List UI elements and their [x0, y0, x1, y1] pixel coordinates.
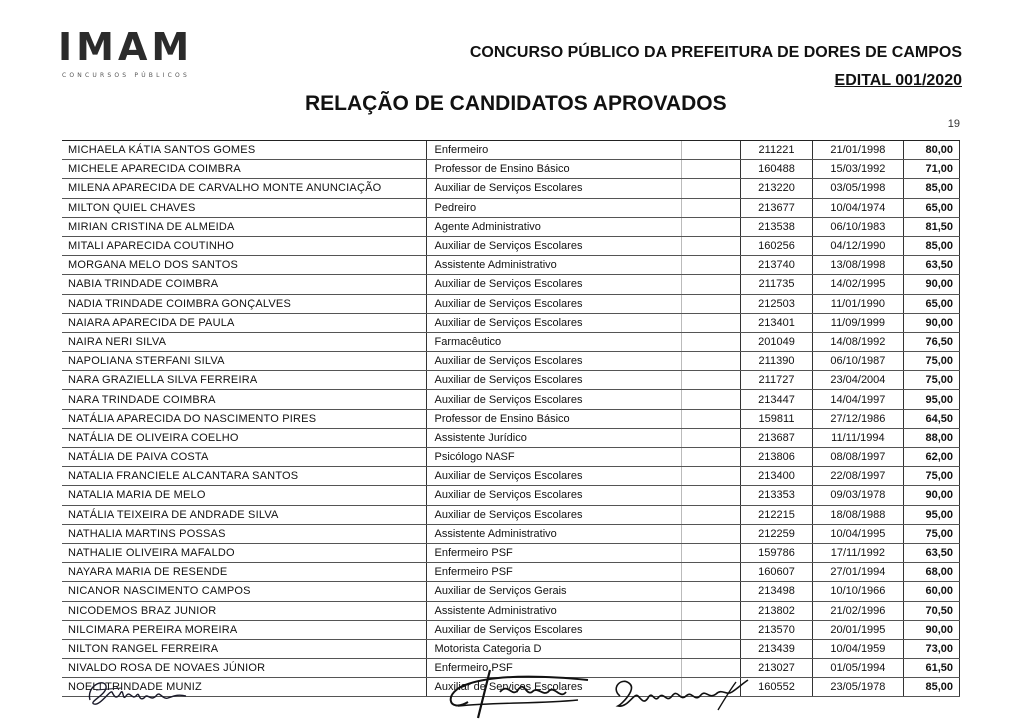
- candidate-name: NATÁLIA DE PAIVA COSTA: [68, 451, 209, 464]
- table-row: [62, 429, 960, 448]
- empty-cell: [681, 141, 740, 159]
- empty-cell: [681, 486, 740, 504]
- table-row: [62, 199, 960, 218]
- table-row: [62, 544, 960, 563]
- candidate-role: Assistente Jurídico: [426, 429, 682, 447]
- candidate-inscription: 160488: [740, 160, 812, 178]
- candidate-score: 65,00: [903, 199, 960, 217]
- candidate-role: Motorista Categoria D: [426, 640, 682, 658]
- candidate-birth-date: 20/01/1995: [812, 621, 903, 639]
- table-row: [62, 390, 960, 409]
- candidate-inscription: 213806: [740, 448, 812, 466]
- table-row: [62, 333, 960, 352]
- candidate-birth-date: 04/12/1990: [812, 237, 903, 255]
- candidate-name: MICHAELA KÁTIA SANTOS GOMES: [68, 144, 256, 157]
- table-row: [62, 352, 960, 371]
- candidate-birth-date: 06/10/1987: [812, 352, 903, 370]
- candidate-name: NATALIA FRANCIELE ALCANTARA SANTOS: [68, 470, 299, 483]
- candidate-inscription: 211390: [740, 352, 812, 370]
- candidate-birth-date: 08/08/1997: [812, 448, 903, 466]
- candidate-score: 73,00: [903, 640, 960, 658]
- candidate-score: 60,00: [903, 582, 960, 600]
- table-row: [62, 275, 960, 294]
- candidate-name: NICODEMOS BRAZ JUNIOR: [68, 604, 217, 617]
- empty-cell: [681, 333, 740, 351]
- candidate-score: 81,50: [903, 218, 960, 236]
- candidate-name: NATÁLIA APARECIDA DO NASCIMENTO PIRES: [68, 412, 317, 425]
- candidate-role: Psicólogo NASF: [426, 448, 682, 466]
- candidate-role: Assistente Administrativo: [426, 525, 682, 543]
- candidate-role: Auxiliar de Serviços Escolares: [426, 621, 682, 639]
- candidate-name: NILTON RANGEL FERREIRA: [68, 642, 219, 655]
- candidate-inscription: 213538: [740, 218, 812, 236]
- candidate-birth-date: 14/02/1995: [812, 275, 903, 293]
- empty-cell: [681, 429, 740, 447]
- candidate-birth-date: 23/04/2004: [812, 371, 903, 389]
- candidate-birth-date: 03/05/1998: [812, 179, 903, 197]
- candidate-score: 76,50: [903, 333, 960, 351]
- candidate-birth-date: 10/10/1966: [812, 582, 903, 600]
- empty-cell: [681, 506, 740, 524]
- candidate-name: MORGANA MELO DOS SANTOS: [68, 259, 239, 272]
- candidate-name: NICANOR NASCIMENTO CAMPOS: [68, 585, 251, 598]
- candidate-inscription: 159811: [740, 410, 812, 428]
- candidate-inscription: 213027: [740, 659, 812, 677]
- candidate-inscription: 213677: [740, 199, 812, 217]
- signature-1: [82, 672, 202, 712]
- candidate-role: Enfermeiro PSF: [426, 563, 682, 581]
- table-row: [62, 486, 960, 505]
- empty-cell: [681, 544, 740, 562]
- candidate-role: Auxiliar de Serviços Escolares: [426, 237, 682, 255]
- empty-cell: [681, 563, 740, 581]
- candidate-score: 75,00: [903, 525, 960, 543]
- page-number: 19: [947, 118, 960, 130]
- candidate-score: 71,00: [903, 160, 960, 178]
- candidate-score: 75,00: [903, 467, 960, 485]
- logo-subtext: CONCURSOS PÚBLICOS: [62, 72, 190, 79]
- table-row: [62, 602, 960, 621]
- candidate-role: Enfermeiro PSF: [426, 659, 682, 677]
- empty-cell: [681, 160, 740, 178]
- candidate-birth-date: 21/01/1998: [812, 141, 903, 159]
- candidate-name: NATHALIA MARTINS POSSAS: [68, 527, 226, 540]
- candidate-birth-date: 27/01/1994: [812, 563, 903, 581]
- edital-number: EDITAL 001/2020: [834, 72, 962, 89]
- table-row: [62, 160, 960, 179]
- candidate-name: NAIARA APARECIDA DE PAULA: [68, 316, 235, 329]
- candidate-birth-date: 14/08/1992: [812, 333, 903, 351]
- table-row: [62, 295, 960, 314]
- candidate-name: MILENA APARECIDA DE CARVALHO MONTE ANUNCIAÇÃO: [68, 182, 382, 195]
- logo-text: IMAM: [58, 25, 194, 69]
- candidate-name: NATÁLIA TEIXEIRA DE ANDRADE SILVA: [68, 508, 279, 521]
- candidate-name: NIVALDO ROSA DE NOVAES JÚNIOR: [68, 662, 266, 675]
- candidate-role: Agente Administrativo: [426, 218, 682, 236]
- candidate-inscription: 213802: [740, 602, 812, 620]
- candidate-birth-date: 27/12/1986: [812, 410, 903, 428]
- candidate-birth-date: 21/02/1996: [812, 602, 903, 620]
- signature-2: [438, 662, 608, 722]
- empty-cell: [681, 256, 740, 274]
- candidate-role: Enfermeiro PSF: [426, 544, 682, 562]
- candidate-inscription: 213401: [740, 314, 812, 332]
- candidate-inscription: 201049: [740, 333, 812, 351]
- candidate-inscription: 213687: [740, 429, 812, 447]
- empty-cell: [681, 371, 740, 389]
- candidate-birth-date: 15/03/1992: [812, 160, 903, 178]
- candidate-name: NAIRA NERI SILVA: [68, 335, 167, 348]
- table-row: [62, 314, 960, 333]
- candidate-inscription: 213570: [740, 621, 812, 639]
- candidate-score: 70,50: [903, 602, 960, 620]
- candidate-birth-date: 13/08/1998: [812, 256, 903, 274]
- candidate-inscription: 213353: [740, 486, 812, 504]
- table-row: [62, 621, 960, 640]
- candidate-score: 85,00: [903, 237, 960, 255]
- empty-cell: [681, 237, 740, 255]
- candidate-score: 88,00: [903, 429, 960, 447]
- candidate-inscription: 212215: [740, 506, 812, 524]
- candidate-inscription: 211735: [740, 275, 812, 293]
- candidate-birth-date: 01/05/1994: [812, 659, 903, 677]
- candidate-inscription: 160607: [740, 563, 812, 581]
- candidate-inscription: 212503: [740, 295, 812, 313]
- table-row: [62, 218, 960, 237]
- candidate-inscription: 213400: [740, 467, 812, 485]
- candidate-role: Auxiliar de Serviços Escolares: [426, 179, 682, 197]
- candidate-role: Auxiliar de Serviços Escolares: [426, 506, 682, 524]
- candidates-table: [62, 140, 960, 697]
- candidate-role: Auxiliar de Serviços Escolares: [426, 295, 682, 313]
- imam-logo: [58, 25, 194, 79]
- empty-cell: [681, 199, 740, 217]
- candidate-score: 64,50: [903, 410, 960, 428]
- candidate-birth-date: 10/04/1995: [812, 525, 903, 543]
- candidate-score: 63,50: [903, 544, 960, 562]
- empty-cell: [681, 582, 740, 600]
- candidate-role: Farmacêutico: [426, 333, 682, 351]
- table-row: [62, 563, 960, 582]
- candidate-inscription: 213498: [740, 582, 812, 600]
- candidate-name: NADIA TRINDADE COIMBRA GONÇALVES: [68, 297, 291, 310]
- candidate-name: NARA TRINDADE COIMBRA: [68, 393, 216, 406]
- candidate-role: Auxiliar de Serviços Escolares: [426, 352, 682, 370]
- candidate-inscription: 213740: [740, 256, 812, 274]
- candidate-role: Auxiliar de Serviços Escolares: [426, 371, 682, 389]
- candidate-score: 95,00: [903, 390, 960, 408]
- candidate-name: NABIA TRINDADE COIMBRA: [68, 278, 219, 291]
- candidate-role: Auxiliar de Serviços Escolares: [426, 390, 682, 408]
- table-row: [62, 371, 960, 390]
- candidate-score: 90,00: [903, 621, 960, 639]
- table-row: [62, 141, 960, 160]
- candidate-score: 90,00: [903, 275, 960, 293]
- candidate-birth-date: 11/11/1994: [812, 429, 903, 447]
- empty-cell: [681, 179, 740, 197]
- table-row: [62, 448, 960, 467]
- candidate-score: 80,00: [903, 141, 960, 159]
- candidate-birth-date: 18/08/1988: [812, 506, 903, 524]
- candidate-score: 85,00: [903, 179, 960, 197]
- candidate-birth-date: 09/03/1978: [812, 486, 903, 504]
- candidate-role: Auxiliar de Serviços Gerais: [426, 582, 682, 600]
- table-row: [62, 179, 960, 198]
- table-row: [62, 582, 960, 601]
- empty-cell: [681, 295, 740, 313]
- candidate-name: MIRIAN CRISTINA DE ALMEIDA: [68, 220, 235, 233]
- empty-cell: [681, 275, 740, 293]
- candidate-birth-date: 23/05/1978: [812, 678, 903, 696]
- candidate-name: NILCIMARA PEREIRA MOREIRA: [68, 623, 238, 636]
- candidate-name: MILTON QUIEL CHAVES: [68, 201, 196, 214]
- candidate-name: MITALI APARECIDA COUTINHO: [68, 240, 234, 253]
- candidate-score: 61,50: [903, 659, 960, 677]
- candidate-role: Auxiliar de Serviços Escolares: [426, 486, 682, 504]
- candidate-score: 68,00: [903, 563, 960, 581]
- page-title: RELAÇÃO DE CANDIDATOS APROVADOS: [305, 92, 727, 115]
- candidate-role: Auxiliar de Serviços Escolares: [426, 678, 682, 696]
- empty-cell: [681, 640, 740, 658]
- contest-title: CONCURSO PÚBLICO DA PREFEITURA DE DORES DE CAMPOS: [469, 44, 962, 61]
- candidate-inscription: 160552: [740, 678, 812, 696]
- candidate-score: 95,00: [903, 506, 960, 524]
- candidate-birth-date: 11/01/1990: [812, 295, 903, 313]
- signature-3: [608, 670, 758, 720]
- candidate-role: Professor de Ensino Básico: [426, 410, 682, 428]
- candidate-name: NATHALIE OLIVEIRA MAFALDO: [68, 547, 235, 560]
- table-row: [62, 256, 960, 275]
- candidate-role: Pedreiro: [426, 199, 682, 217]
- candidate-inscription: 211727: [740, 371, 812, 389]
- candidate-role: Auxiliar de Serviços Escolares: [426, 314, 682, 332]
- candidate-inscription: 212259: [740, 525, 812, 543]
- candidate-role: Enfermeiro: [426, 141, 682, 159]
- candidate-score: 62,00: [903, 448, 960, 466]
- candidate-score: 75,00: [903, 371, 960, 389]
- candidate-score: 63,50: [903, 256, 960, 274]
- candidate-name: NAYARA MARIA DE RESENDE: [68, 566, 228, 579]
- candidate-birth-date: 11/09/1999: [812, 314, 903, 332]
- candidate-name: NOELI TRINDADE MUNIZ: [68, 681, 202, 694]
- candidate-birth-date: 06/10/1983: [812, 218, 903, 236]
- empty-cell: [681, 621, 740, 639]
- candidate-name: MICHELE APARECIDA COIMBRA: [68, 163, 241, 176]
- candidate-inscription: 159786: [740, 544, 812, 562]
- candidate-role: Professor de Ensino Básico: [426, 160, 682, 178]
- candidate-birth-date: 22/08/1997: [812, 467, 903, 485]
- candidate-role: Assistente Administrativo: [426, 256, 682, 274]
- table-row: [62, 525, 960, 544]
- candidate-name: NATÁLIA DE OLIVEIRA COELHO: [68, 431, 239, 444]
- empty-cell: [681, 525, 740, 543]
- empty-cell: [681, 390, 740, 408]
- candidate-role: Auxiliar de Serviços Escolares: [426, 275, 682, 293]
- candidate-score: 85,00: [903, 678, 960, 696]
- candidate-inscription: 211221: [740, 141, 812, 159]
- empty-cell: [681, 448, 740, 466]
- empty-cell: [681, 314, 740, 332]
- empty-cell: [681, 467, 740, 485]
- candidate-inscription: 213439: [740, 640, 812, 658]
- candidate-inscription: 160256: [740, 237, 812, 255]
- empty-cell: [681, 602, 740, 620]
- candidate-name: NAPOLIANA STERFANI SILVA: [68, 355, 225, 368]
- table-row: [62, 237, 960, 256]
- candidate-birth-date: 14/04/1997: [812, 390, 903, 408]
- candidate-birth-date: 10/04/1959: [812, 640, 903, 658]
- empty-cell: [681, 352, 740, 370]
- candidate-role: Assistente Administrativo: [426, 602, 682, 620]
- candidate-birth-date: 10/04/1974: [812, 199, 903, 217]
- candidate-inscription: 213220: [740, 179, 812, 197]
- empty-cell: [681, 218, 740, 236]
- candidate-score: 65,00: [903, 295, 960, 313]
- candidate-score: 90,00: [903, 486, 960, 504]
- candidate-score: 90,00: [903, 314, 960, 332]
- candidate-birth-date: 17/11/1992: [812, 544, 903, 562]
- candidate-role: Auxiliar de Serviços Escolares: [426, 467, 682, 485]
- table-row: [62, 467, 960, 486]
- candidate-name: NARA GRAZIELLA SILVA FERREIRA: [68, 374, 258, 387]
- empty-cell: [681, 410, 740, 428]
- table-row: [62, 410, 960, 429]
- candidate-score: 75,00: [903, 352, 960, 370]
- candidate-inscription: 213447: [740, 390, 812, 408]
- table-row: [62, 640, 960, 659]
- table-row: [62, 506, 960, 525]
- candidate-name: NATALIA MARIA DE MELO: [68, 489, 206, 502]
